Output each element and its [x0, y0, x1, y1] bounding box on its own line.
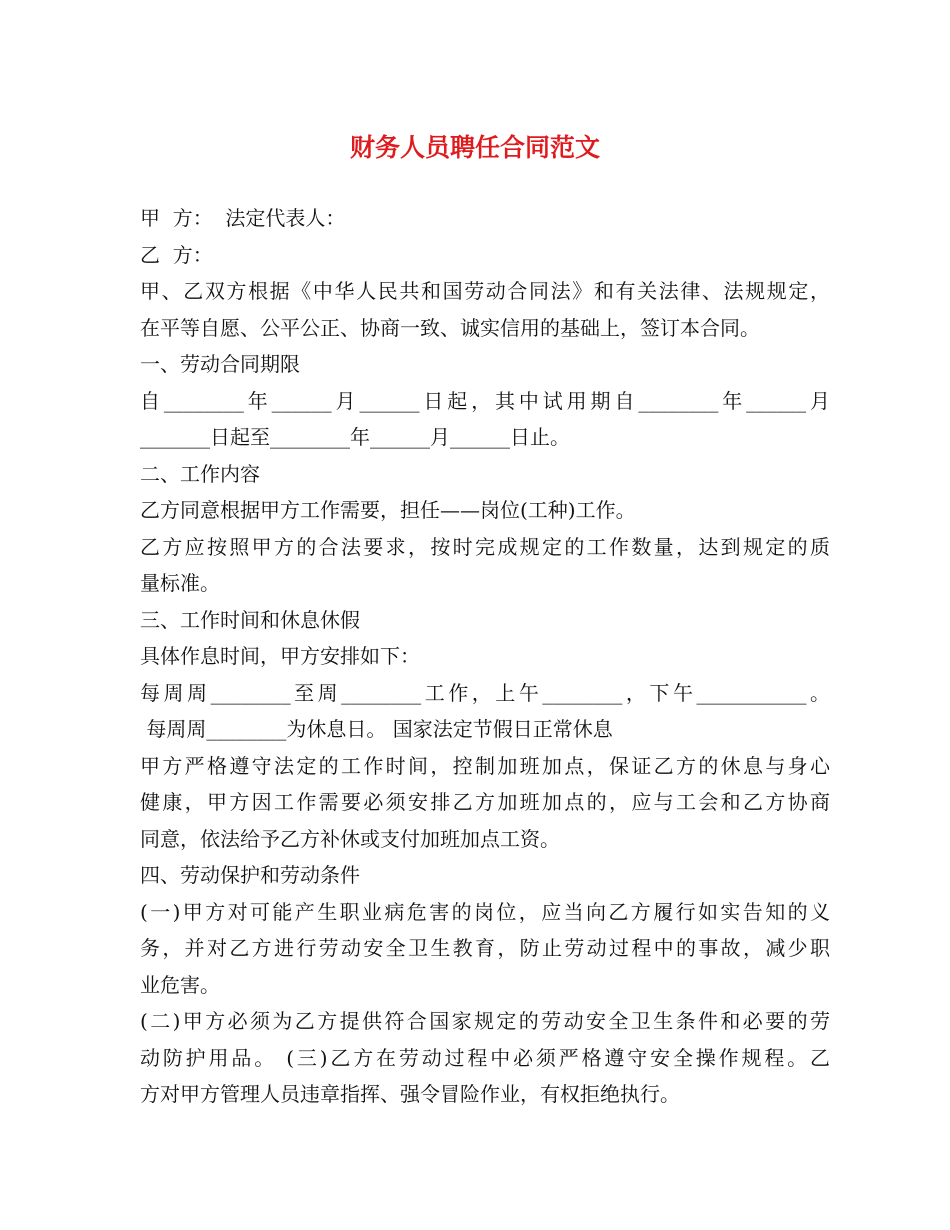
paragraph-line: 具体作息时间，甲方安排如下：: [140, 644, 420, 668]
paragraph-line: 业危害。: [140, 972, 220, 997]
paragraph-line: 健康，甲方因工作需要必须安排乙方加班加点的，应与工会和乙方协商: [140, 790, 830, 814]
paragraph-line: 每周周________至周________工作，上午________，下午___________。: [140, 680, 830, 705]
paragraph-line: 甲方严格遵守法定的工作时间，控制加班加点，保证乙方的休息与身心: [140, 753, 830, 778]
paragraph-line: (二)甲方必须为乙方提供符合国家规定的劳动安全卫生条件和必要的劳: [140, 1009, 830, 1033]
party-b-line: 乙 方：: [140, 242, 213, 267]
section-heading: 一、劳动合同期限: [140, 352, 300, 376]
paragraph-line: 同意，依法给予乙方补休或支付加班加点工资。: [140, 826, 560, 851]
party-a-line: 甲 方： 法定代表人：: [140, 206, 346, 230]
paragraph-line: 动防护用品。 (三)乙方在劳动过程中必须严格遵守安全操作规程。乙: [140, 1045, 830, 1070]
paragraph-line: (一)甲方对可能产生职业病危害的岗位，应当向乙方履行如实告知的义: [140, 899, 830, 924]
paragraph-line: 乙方应按照甲方的合法要求，按时完成规定的工作数量，达到规定的质: [140, 534, 830, 559]
paragraph-line: 务，并对乙方进行劳动安全卫生教育，防止劳动过程中的事故，减少职: [140, 936, 830, 960]
paragraph-line: 乙方同意根据甲方工作需要，担任——岗位(工种)工作。: [140, 498, 636, 522]
paragraph-line: _______日起至________年______月______日止。: [140, 425, 570, 449]
section-heading: 二、工作内容: [140, 461, 260, 486]
paragraph-line: 每周周________为休息日。 国家法定节假日正常休息: [140, 717, 613, 741]
document-body: [140, 200, 830, 1113]
preamble-line: 甲、乙双方根据《中华人民共和国劳动合同法》和有关法律、法规规定，: [140, 279, 830, 303]
paragraph-line: 自________年______月______日起，其中试用期自________年______月: [140, 388, 830, 413]
paragraph-line: 方对甲方管理人员违章指挥、强令冒险作业，有权拒绝执行。: [140, 1082, 680, 1106]
section-heading: 四、劳动保护和劳动条件: [140, 863, 360, 887]
document-title: 财务人员聘任合同范文: [349, 133, 600, 162]
section-heading: 三、工作时间和休息休假: [140, 607, 360, 632]
preamble-line: 在平等自愿、公平公正、协商一致、诚实信用的基础上，签订本合同。: [140, 315, 760, 340]
paragraph-line: 量标准。: [140, 571, 220, 595]
